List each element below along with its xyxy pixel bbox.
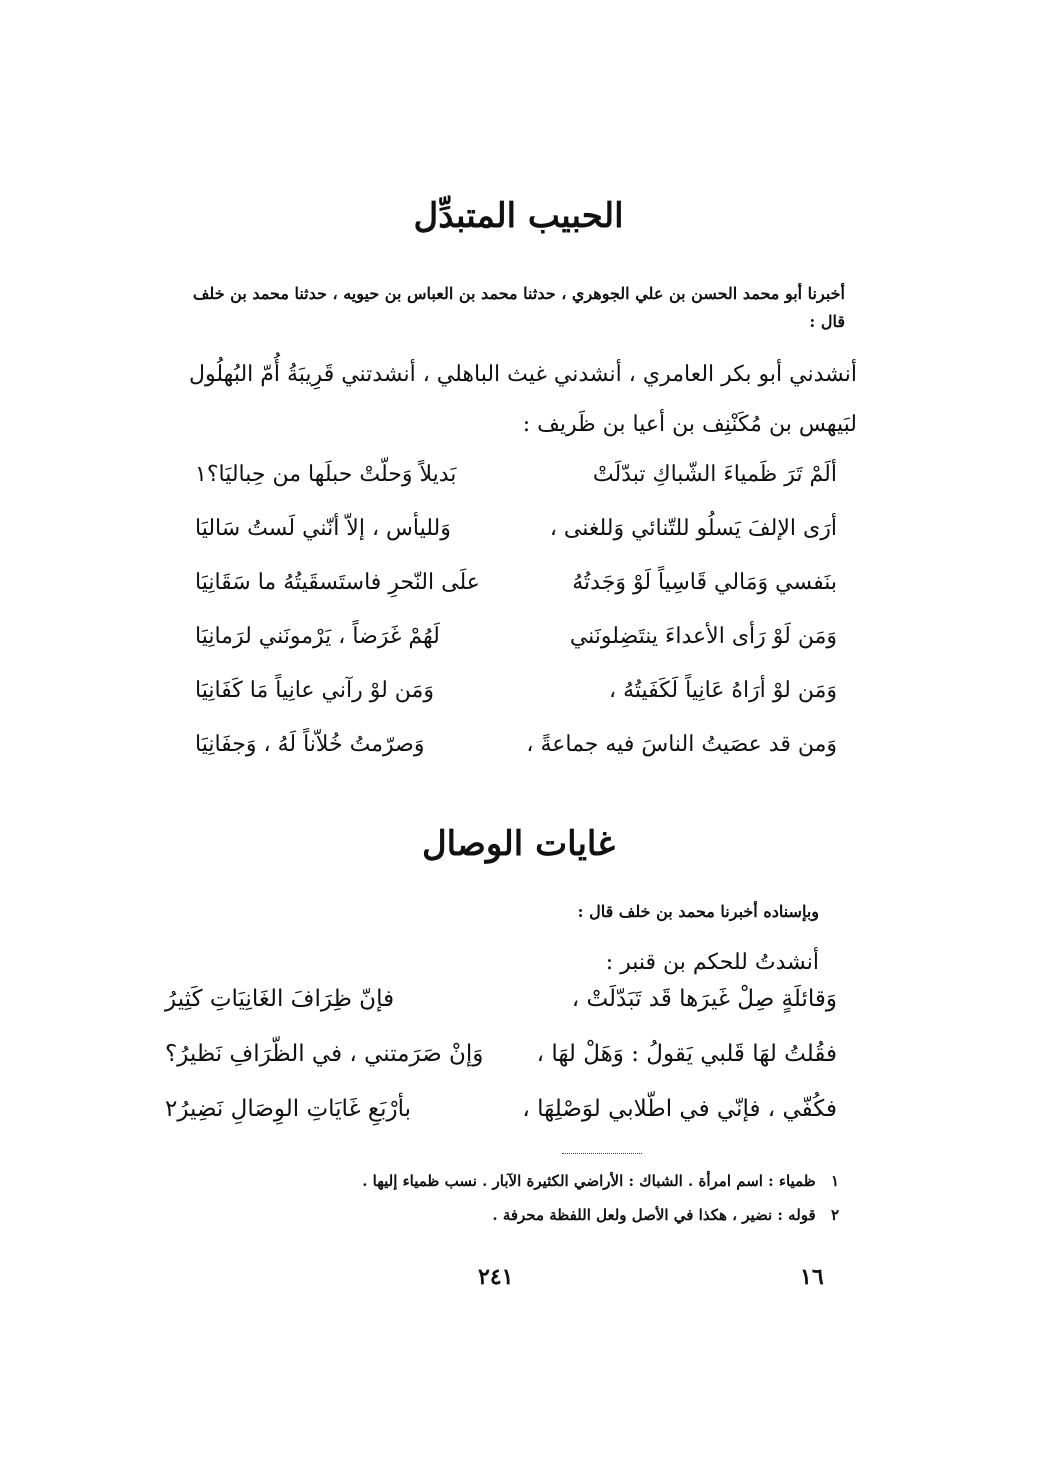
verse-line: [0, 1033, 1037, 1088]
verse-line: [0, 724, 1037, 778]
intro-1: أنشدني أبو بكر العامري ، أنشدني غيث الباهلي ، أنشدتني قَرِيبَةُ أُمّ البُهلُول لبَيهس بن مُكَنْنِف بن أعيا بن ظَريف :: [189, 362, 857, 437]
poem-2: [0, 978, 1037, 1143]
isnad-2: وبإسناده أخبرنا محمد بن خلف قال :: [577, 902, 819, 921]
footnote-text: قوله : نضير ، هكذا في الأصل ولعل اللفظة محرفة .: [492, 1206, 816, 1224]
verse-line: [0, 562, 1037, 616]
first-hemistich: وَقائلَةٍ صِلْ غَيرَها قَد تَبَدّلَتْ ،: [571, 986, 837, 1012]
verse-line: [0, 978, 1037, 1033]
first-hemistich: بنَفسي وَمَالي قَاسِياً لَوْ وَجَدتُهُ: [572, 570, 837, 595]
first-hemistich: فكُفّي ، فإنّي في اطّلابي لوَصْلِهَا ،: [522, 1096, 837, 1122]
verse-line: [0, 454, 1037, 508]
footnote-separator: [562, 1153, 642, 1154]
first-hemistich: ألَمْ تَرَ ظَمياءَ الشّباكِ تبدّلَتْ: [592, 462, 837, 487]
second-hemistich: بأرْبَعِ غَايَاتِ الوِصَالِ نَضِيرُ٢: [165, 1096, 412, 1122]
second-hemistich: وَصرّمتُ خُلاّناً لَهُ ، وَجفَانِيَا: [195, 732, 425, 757]
isnad-1: أخبرنا أبو محمد الحسن بن علي الجوهري ، حدثنا محمد بن العباس بن حيويه ، حدثنا محمد بن خلف قال :: [192, 284, 845, 331]
footnote: [199, 1198, 839, 1232]
page-number: ٢٤١: [478, 1264, 514, 1290]
footnote-text: ظمياء : اسم امرأة . الشباك : الأراضي الكثيرة الآبار . نسب ظمياء إليها .: [362, 1172, 816, 1190]
footnote-number: ٢: [830, 1206, 839, 1224]
first-hemistich: وَمن قد عصَيتُ الناسَ فيه جماعةً ،: [526, 732, 837, 757]
second-hemistich: وَمَن لوْ رآني عانِياً مَا كَفَانِيَا: [195, 678, 434, 703]
second-hemistich: وَإنْ صَرَمتني ، في الظّرَافِ نَظيرُ؟: [165, 1041, 484, 1067]
second-hemistich: بَديلاً وَحلّتْ حبلَها من حِباليَا؟١: [195, 462, 457, 487]
first-hemistich: وَمَن لَوْ رَأى الأعداءَ ينتَضِلونَني: [569, 624, 837, 649]
poem-title-1: الحبيب المتبدِّل: [413, 196, 624, 236]
poem-title-2: غايات الوصال: [421, 824, 616, 864]
first-hemistich: وَمَن لوْ أرَاهُ عَانِياً لَكَفَيتُهُ ،: [608, 678, 837, 703]
footnotes: [199, 1164, 839, 1232]
footnote: [199, 1164, 839, 1198]
second-hemistich: وَلليأس ، إلاّ أنّني لَستُ سَاليَا: [195, 516, 451, 541]
first-hemistich: أرَى الإلفَ يَسلُو للتّنائي وَللغنى ،: [549, 516, 837, 541]
second-hemistich: لَهُمْ غَرَضاً ، يَرْمونَني لرَمانِيَا: [195, 624, 440, 649]
first-hemistich: فقُلتُ لهَا قَلبي يَقولُ : وَهَلْ لهَا ،: [536, 1041, 837, 1067]
poem-1: [0, 454, 1037, 778]
intro-2: أنشدتُ للحكم بن قنبر :: [605, 950, 819, 975]
verse-line: [0, 616, 1037, 670]
verse-line: [0, 670, 1037, 724]
footnote-number: ١: [830, 1172, 839, 1190]
second-hemistich: فإنّ ظِرَافَ الغَانِيَاتِ كَثِيرُ: [165, 986, 395, 1012]
verse-line: [0, 1088, 1037, 1143]
signature-number: ١٦: [800, 1264, 824, 1290]
second-hemistich: علَى النّحرِ فاستَسقَيتُهُ ما سَقَانِيَا: [195, 570, 480, 595]
verse-line: [0, 508, 1037, 562]
